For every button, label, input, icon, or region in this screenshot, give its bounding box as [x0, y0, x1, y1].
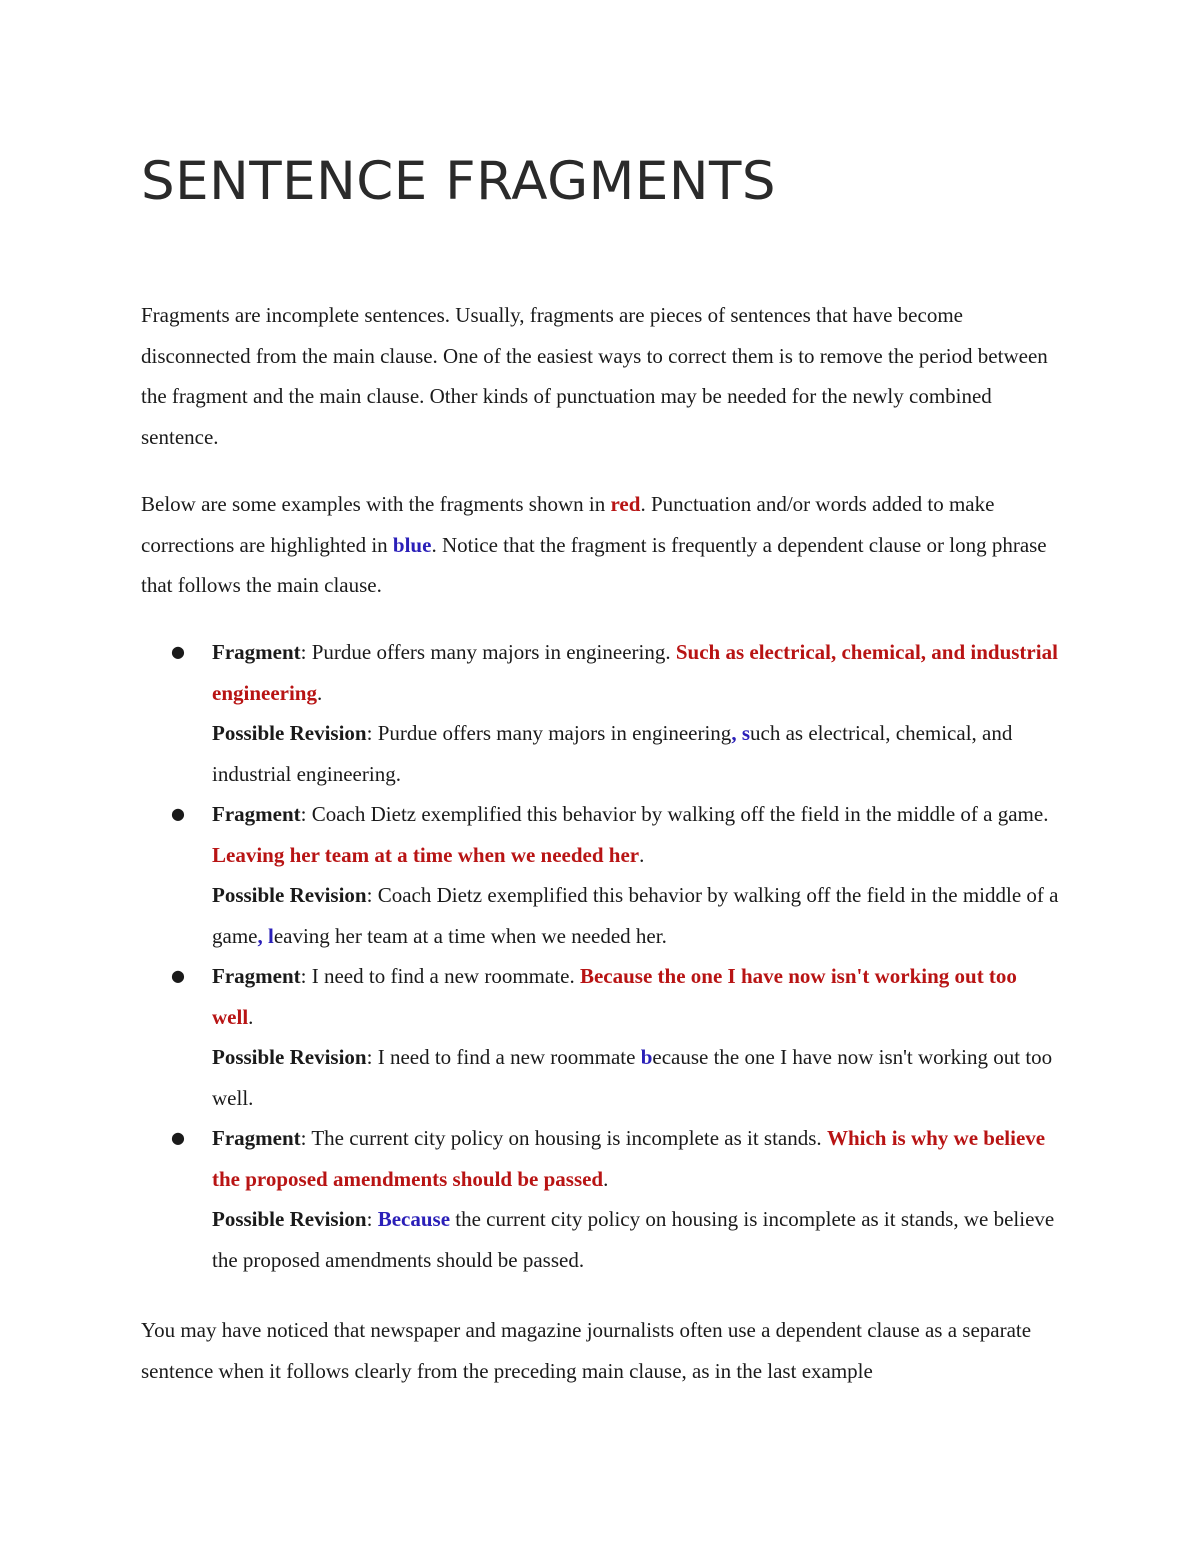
- revision-label: Possible Revision: [212, 883, 367, 907]
- intro-paragraph: [141, 295, 1061, 457]
- examples-intro-part2: . Punctuation and/or words added to make corrections are highlighted in: [141, 492, 995, 557]
- bullet-icon: ●: [171, 1128, 185, 1147]
- revision-post: the current city policy on housing is incomplete as it stands, we believe the proposed amendments should be passed.: [212, 1207, 1055, 1272]
- examples-intro-part3: . Notice that the fragment is frequently a dependent clause or long phrase that follows the main clause.: [141, 532, 1047, 597]
- revision-blue: , s: [731, 721, 750, 745]
- revision-line: Possible Revision: I need to find a new roommate because the one I have now isn't working out too well.: [212, 1045, 1053, 1110]
- fragment-end: .: [639, 842, 645, 867]
- fragment-main: The current city policy on housing is incomplete as it stands.: [311, 1126, 827, 1150]
- fragment-main: Coach Dietz exemplified this behavior by walking off the field in the middle of a game.: [311, 802, 1049, 826]
- fragment-line: Fragment: Purdue offers many majors in engineering. Such as electrical, chemical, and industrial engineering.: [212, 640, 1058, 705]
- revision-post: uch as electrical, chemical, and industrial engineering.: [212, 721, 1013, 786]
- fragment-end: .: [248, 1004, 254, 1029]
- bullet-icon: ●: [171, 966, 185, 985]
- fragment-end: .: [317, 680, 323, 705]
- fragment-red: Which is why we believe the proposed amendments should be passed: [212, 1126, 1046, 1191]
- revision-pre: I need to find a new roommate: [377, 1045, 641, 1069]
- revision-pre: Purdue offers many majors in engineering: [377, 721, 732, 745]
- list-item: [141, 1118, 1061, 1280]
- revision-line: Possible Revision: Coach Dietz exemplified this behavior by walking off the field in the middle of a game, leaving her team at a time when we needed her.: [212, 883, 1059, 948]
- revision-post: ecause the one I have now isn't working out too well.: [212, 1045, 1053, 1110]
- list-item: [141, 956, 1061, 1118]
- fragment-line: Fragment: I need to find a new roommate. Because the one I have now isn't working out too well.: [212, 964, 1017, 1029]
- fragment-label: Fragment: [212, 1126, 301, 1150]
- revision-blue: Because: [377, 1207, 451, 1231]
- examples-intro-paragraph: [141, 484, 1061, 606]
- bullet-icon: ●: [171, 804, 185, 823]
- list-item: [141, 632, 1061, 794]
- revision-label: Possible Revision: [212, 1045, 367, 1069]
- fragment-red: Such as electrical, chemical, and industrial engineering: [212, 640, 1058, 705]
- fragment-red: Leaving her team at a time when we needed her: [212, 842, 640, 867]
- revision-post: eaving her team at a time when we needed her.: [273, 923, 667, 948]
- fragment-label: Fragment: [212, 964, 301, 988]
- page-title: SENTENCE FRAGMENTS: [141, 151, 777, 212]
- fragment-line: Fragment: Coach Dietz exemplified this behavior by walking off the field in the middle of a game. Leaving her team at a time when we needed her.: [212, 802, 1049, 867]
- list-item: [141, 794, 1061, 956]
- revision-blue: , l: [257, 923, 274, 948]
- revision-line: Possible Revision: Purdue offers many majors in engineering, such as electrical, chemical, and industrial engineering.: [212, 721, 1013, 786]
- closing-paragraph: [141, 1310, 1061, 1391]
- fragment-main: Purdue offers many majors in engineering.: [311, 640, 676, 664]
- closing-text: You may have noticed that newspaper and magazine journalists often use a dependent clause as a separate sentence when it follows clearly from the preceding main clause, as in the last example: [141, 1318, 1032, 1383]
- red-keyword: red: [610, 492, 641, 516]
- revision-line: Possible Revision: Because the current city policy on housing is incomplete as it stands, we believe the proposed amendments should be passed.: [212, 1207, 1055, 1272]
- blue-keyword: blue: [392, 532, 432, 557]
- fragment-label: Fragment: [212, 802, 301, 826]
- fragment-label: Fragment: [212, 640, 301, 664]
- fragment-line: Fragment: The current city policy on housing is incomplete as it stands. Which is why we believe the proposed amendments should be passed.: [212, 1126, 1046, 1191]
- revision-label: Possible Revision: [212, 1207, 367, 1231]
- revision-pre: Coach Dietz exemplified this behavior by walking off the field in the middle of a game: [212, 883, 1059, 948]
- examples-intro-part1: Below are some examples with the fragments shown in: [141, 492, 611, 516]
- revision-blue: b: [640, 1045, 653, 1069]
- revision-label: Possible Revision: [212, 721, 367, 745]
- fragment-red: Because the one I have now isn't working out too well: [212, 964, 1017, 1029]
- fragment-end: .: [603, 1166, 609, 1191]
- intro-text: Fragments are incomplete sentences. Usually, fragments are pieces of sentences that have become disconnected from the main clause. One of the easiest ways to correct them is to remove the period between the fragment and the main clause. Other kinds of punctuation may be needed for the newly combined sentence.: [141, 303, 1048, 449]
- fragment-main: I need to find a new roommate.: [311, 964, 580, 988]
- bullet-icon: ●: [171, 642, 185, 661]
- examples-list: [141, 632, 1061, 1280]
